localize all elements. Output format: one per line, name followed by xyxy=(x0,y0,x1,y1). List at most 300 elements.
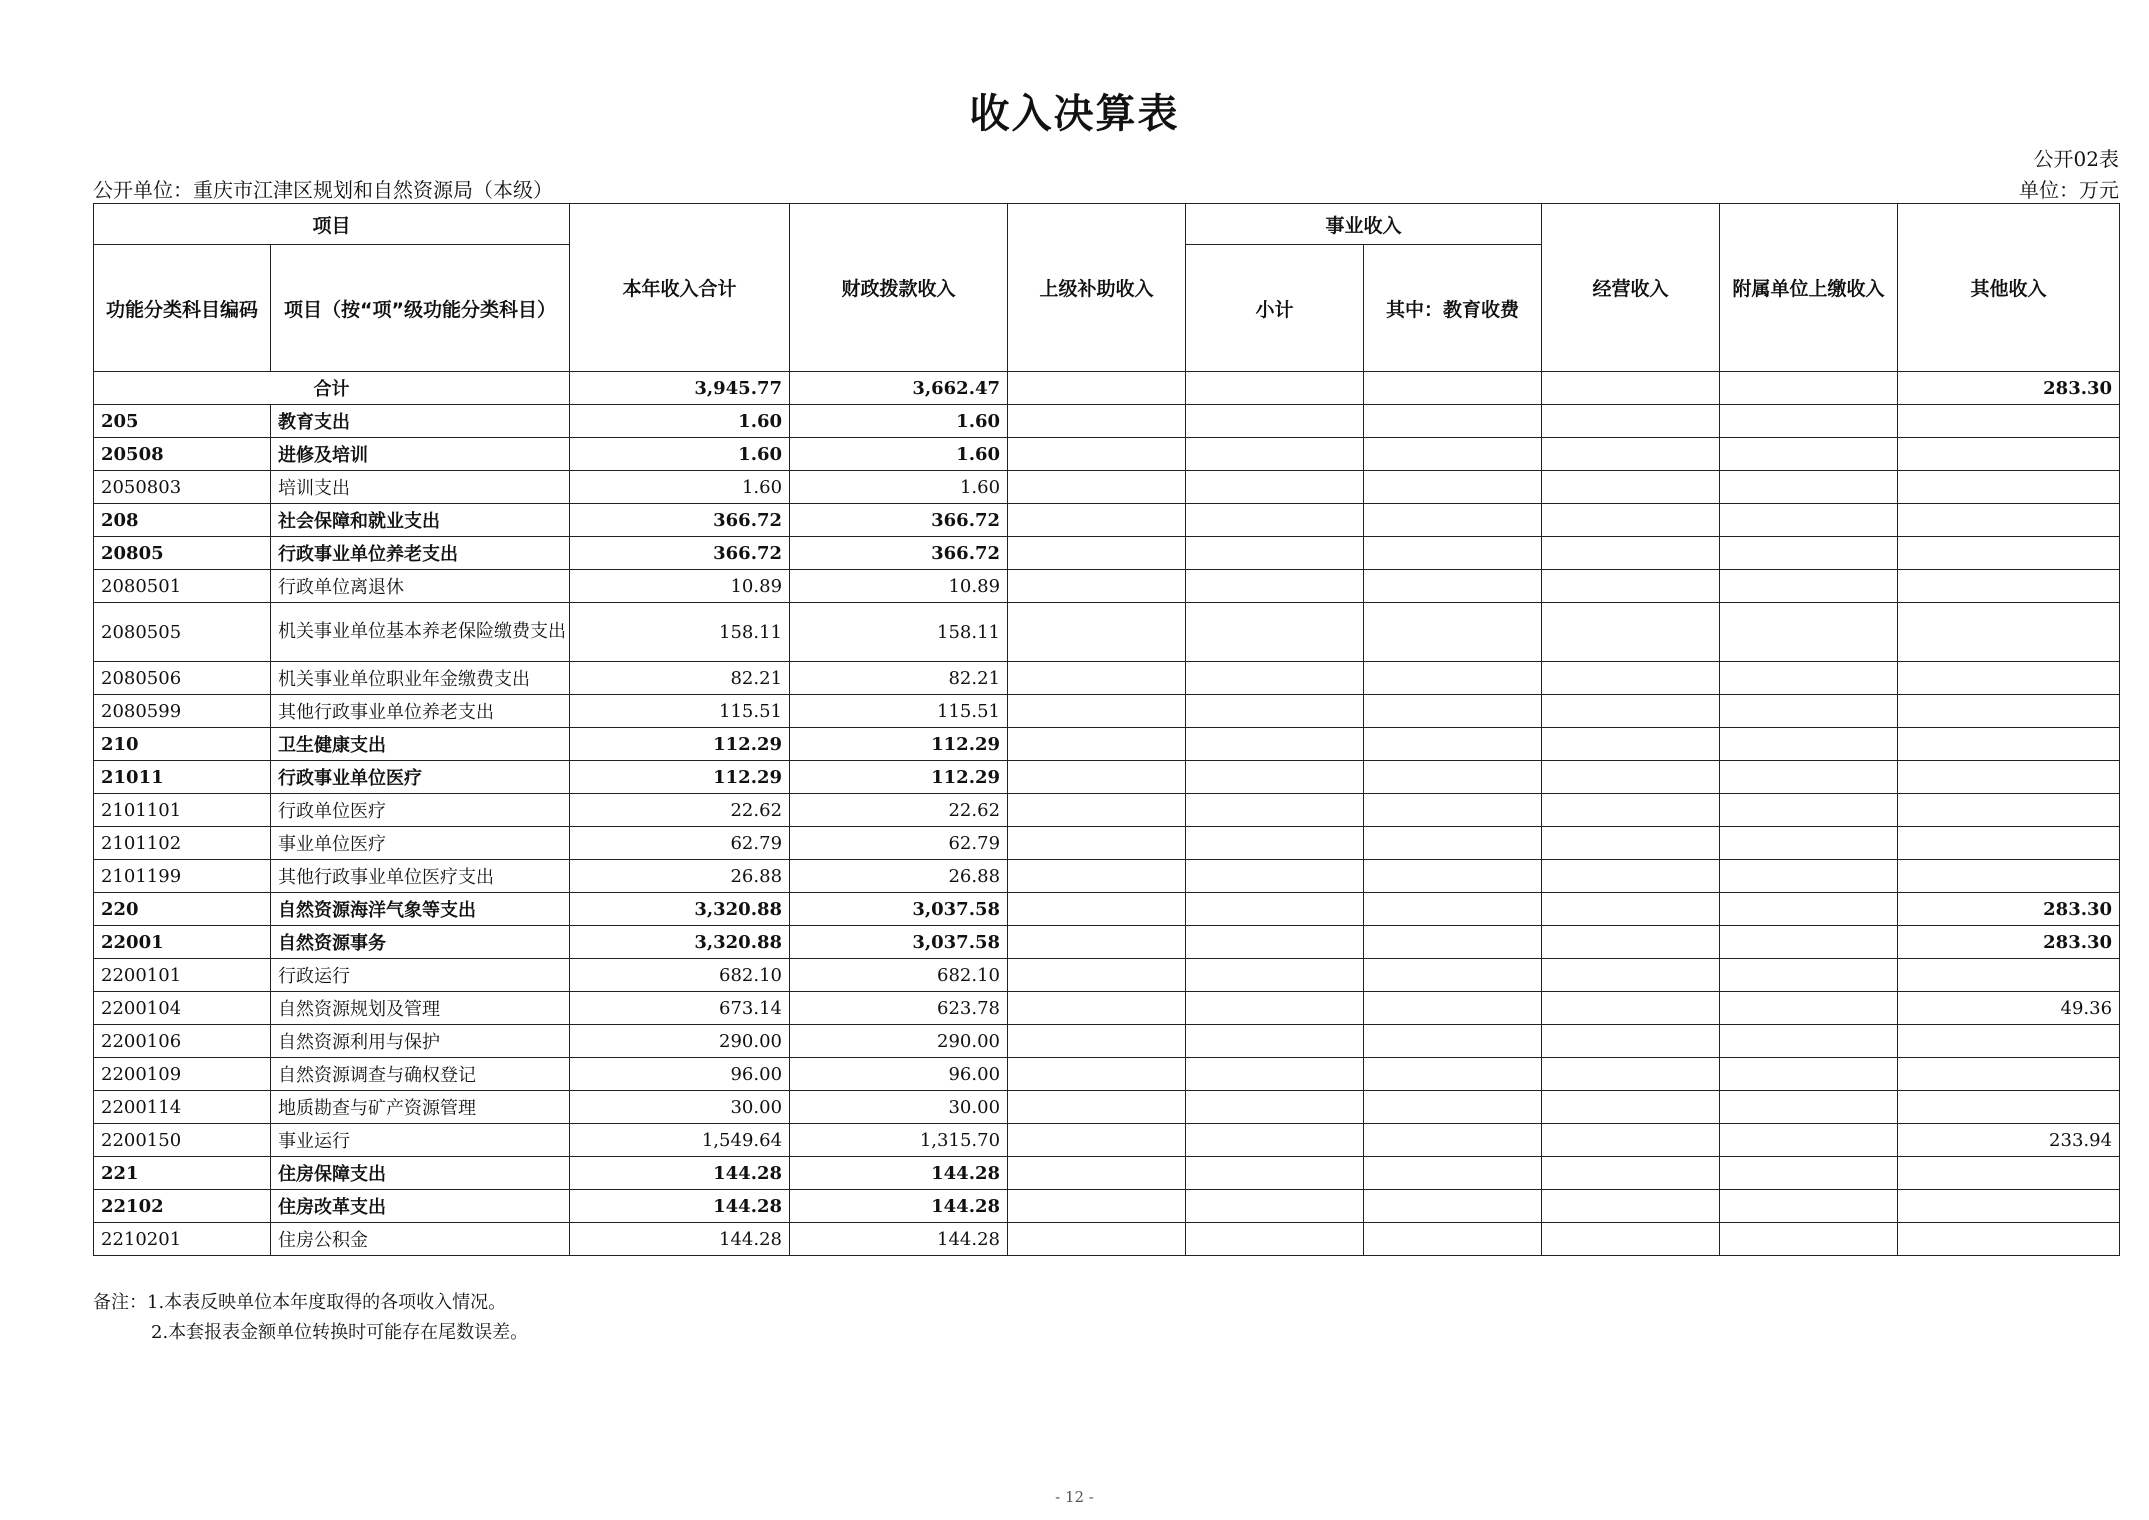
cell-subtotal xyxy=(1186,992,1364,1025)
cell-superior xyxy=(1008,438,1186,471)
cell-code: 210 xyxy=(94,728,271,761)
cell-other xyxy=(1898,504,2120,537)
cell-affiliated xyxy=(1720,662,1898,695)
cell-other xyxy=(1898,860,2120,893)
cell-total: 112.29 xyxy=(570,728,790,761)
cell-affiliated xyxy=(1720,728,1898,761)
table-row xyxy=(94,728,2120,761)
cell-total: 673.14 xyxy=(570,992,790,1025)
table-row xyxy=(94,662,2120,695)
cell-operating xyxy=(1542,1157,1720,1190)
cell-subtotal xyxy=(1186,570,1364,603)
cell-superior xyxy=(1008,794,1186,827)
cell-code: 2210201 xyxy=(94,1223,271,1256)
cell-edu xyxy=(1364,1157,1542,1190)
cell-code: 220 xyxy=(94,893,271,926)
cell-operating xyxy=(1542,471,1720,504)
cell-edu xyxy=(1364,1091,1542,1124)
cell-code: 2200150 xyxy=(94,1124,271,1157)
table-row xyxy=(94,1025,2120,1058)
cell-code: 21011 xyxy=(94,761,271,794)
cell-operating xyxy=(1542,570,1720,603)
cell-name: 行政事业单位医疗 xyxy=(271,761,570,794)
cell-name: 社会保障和就业支出 xyxy=(271,504,570,537)
cell-fiscal: 366.72 xyxy=(790,504,1008,537)
cell-affiliated xyxy=(1720,1124,1898,1157)
cell-total: 290.00 xyxy=(570,1025,790,1058)
cell-fiscal: 30.00 xyxy=(790,1091,1008,1124)
total-total: 3,945.77 xyxy=(570,372,790,405)
cell-superior xyxy=(1008,471,1186,504)
cell-other xyxy=(1898,405,2120,438)
cell-total: 112.29 xyxy=(570,761,790,794)
cell-edu xyxy=(1364,471,1542,504)
cell-superior xyxy=(1008,959,1186,992)
cell-other xyxy=(1898,662,2120,695)
table-row xyxy=(94,570,2120,603)
cell-code: 221 xyxy=(94,1157,271,1190)
cell-name: 其他行政事业单位医疗支出 xyxy=(271,860,570,893)
cell-affiliated xyxy=(1720,1190,1898,1223)
cell-other xyxy=(1898,537,2120,570)
cell-superior xyxy=(1008,827,1186,860)
cell-total: 366.72 xyxy=(570,504,790,537)
cell-code: 2080505 xyxy=(94,603,271,662)
cell-other xyxy=(1898,1058,2120,1091)
cell-superior xyxy=(1008,893,1186,926)
cell-subtotal xyxy=(1186,794,1364,827)
cell-superior xyxy=(1008,860,1186,893)
cell-code: 2080599 xyxy=(94,695,271,728)
table-row xyxy=(94,761,2120,794)
cell-superior xyxy=(1008,1223,1186,1256)
cell-fiscal: 112.29 xyxy=(790,761,1008,794)
cell-superior xyxy=(1008,992,1186,1025)
cell-edu xyxy=(1364,695,1542,728)
cell-edu xyxy=(1364,504,1542,537)
header-name: 项目（按“项”级功能分类科目） xyxy=(271,245,570,372)
cell-name: 行政运行 xyxy=(271,959,570,992)
cell-operating xyxy=(1542,603,1720,662)
cell-superior xyxy=(1008,537,1186,570)
cell-subtotal xyxy=(1186,471,1364,504)
cell-affiliated xyxy=(1720,893,1898,926)
cell-affiliated xyxy=(1720,1223,1898,1256)
cell-code: 2200106 xyxy=(94,1025,271,1058)
cell-superior xyxy=(1008,603,1186,662)
cell-edu xyxy=(1364,926,1542,959)
cell-edu xyxy=(1364,827,1542,860)
header-affiliated: 附属单位上缴收入 xyxy=(1720,204,1898,372)
cell-edu xyxy=(1364,405,1542,438)
cell-operating xyxy=(1542,794,1720,827)
total-label: 合计 xyxy=(94,372,570,405)
cell-edu xyxy=(1364,728,1542,761)
cell-total: 96.00 xyxy=(570,1058,790,1091)
cell-other xyxy=(1898,761,2120,794)
cell-operating xyxy=(1542,1124,1720,1157)
cell-operating xyxy=(1542,827,1720,860)
cell-other xyxy=(1898,570,2120,603)
cell-subtotal xyxy=(1186,504,1364,537)
cell-affiliated xyxy=(1720,992,1898,1025)
cell-other: 283.30 xyxy=(1898,893,2120,926)
cell-edu xyxy=(1364,662,1542,695)
cell-fiscal: 112.29 xyxy=(790,728,1008,761)
cell-superior xyxy=(1008,1124,1186,1157)
cell-superior xyxy=(1008,1157,1186,1190)
cell-name: 住房公积金 xyxy=(271,1223,570,1256)
cell-name: 行政单位医疗 xyxy=(271,794,570,827)
cell-code: 2080501 xyxy=(94,570,271,603)
cell-fiscal: 623.78 xyxy=(790,992,1008,1025)
cell-name: 自然资源调查与确权登记 xyxy=(271,1058,570,1091)
table-row xyxy=(94,992,2120,1025)
cell-subtotal xyxy=(1186,893,1364,926)
cell-superior xyxy=(1008,504,1186,537)
cell-name: 住房改革支出 xyxy=(271,1190,570,1223)
cell-subtotal xyxy=(1186,1157,1364,1190)
header-total: 本年收入合计 xyxy=(570,204,790,372)
cell-fiscal: 115.51 xyxy=(790,695,1008,728)
cell-name: 自然资源事务 xyxy=(271,926,570,959)
total-operating xyxy=(1542,372,1720,405)
cell-code: 2200104 xyxy=(94,992,271,1025)
cell-total: 366.72 xyxy=(570,537,790,570)
table-body xyxy=(94,372,2120,1256)
header-business-income: 事业收入 xyxy=(1186,204,1542,245)
cell-operating xyxy=(1542,1223,1720,1256)
cell-total: 22.62 xyxy=(570,794,790,827)
cell-operating xyxy=(1542,860,1720,893)
cell-other xyxy=(1898,603,2120,662)
cell-affiliated xyxy=(1720,860,1898,893)
header-fiscal: 财政拨款收入 xyxy=(790,204,1008,372)
table-row xyxy=(94,405,2120,438)
cell-edu xyxy=(1364,603,1542,662)
cell-other xyxy=(1898,471,2120,504)
cell-edu xyxy=(1364,1223,1542,1256)
cell-fiscal: 1,315.70 xyxy=(790,1124,1008,1157)
cell-subtotal xyxy=(1186,728,1364,761)
cell-superior xyxy=(1008,1025,1186,1058)
cell-fiscal: 26.88 xyxy=(790,860,1008,893)
cell-name: 卫生健康支出 xyxy=(271,728,570,761)
cell-other: 49.36 xyxy=(1898,992,2120,1025)
header-operating: 经营收入 xyxy=(1542,204,1720,372)
cell-fiscal: 62.79 xyxy=(790,827,1008,860)
cell-subtotal xyxy=(1186,959,1364,992)
cell-total: 144.28 xyxy=(570,1190,790,1223)
cell-operating xyxy=(1542,438,1720,471)
cell-subtotal xyxy=(1186,1124,1364,1157)
cell-edu xyxy=(1364,537,1542,570)
cell-fiscal: 22.62 xyxy=(790,794,1008,827)
total-affiliated xyxy=(1720,372,1898,405)
table-row xyxy=(94,827,2120,860)
income-table xyxy=(93,203,2120,1256)
cell-other xyxy=(1898,1091,2120,1124)
table-row xyxy=(94,438,2120,471)
table-row xyxy=(94,1058,2120,1091)
cell-name: 培训支出 xyxy=(271,471,570,504)
total-edu xyxy=(1364,372,1542,405)
cell-affiliated xyxy=(1720,405,1898,438)
cell-other xyxy=(1898,1190,2120,1223)
cell-superior xyxy=(1008,761,1186,794)
cell-operating xyxy=(1542,1025,1720,1058)
cell-superior xyxy=(1008,695,1186,728)
header-subtotal: 小计 xyxy=(1186,245,1364,372)
cell-total: 144.28 xyxy=(570,1157,790,1190)
cell-code: 22001 xyxy=(94,926,271,959)
cell-superior xyxy=(1008,926,1186,959)
cell-total: 3,320.88 xyxy=(570,926,790,959)
cell-name: 事业运行 xyxy=(271,1124,570,1157)
cell-subtotal xyxy=(1186,537,1364,570)
header-superior: 上级补助收入 xyxy=(1008,204,1186,372)
cell-affiliated xyxy=(1720,1091,1898,1124)
cell-fiscal: 10.89 xyxy=(790,570,1008,603)
cell-total: 115.51 xyxy=(570,695,790,728)
cell-affiliated xyxy=(1720,570,1898,603)
cell-name: 自然资源规划及管理 xyxy=(271,992,570,1025)
table-row xyxy=(94,1091,2120,1124)
cell-name: 住房保障支出 xyxy=(271,1157,570,1190)
note-1: 备注：1.本表反映单位本年度取得的各项收入情况。 xyxy=(93,1292,507,1313)
cell-other xyxy=(1898,695,2120,728)
unit-name: 公开单位：重庆市江津区规划和自然资源局（本级） xyxy=(93,178,553,202)
cell-operating xyxy=(1542,761,1720,794)
total-subtotal xyxy=(1186,372,1364,405)
total-other: 283.30 xyxy=(1898,372,2120,405)
cell-code: 2080506 xyxy=(94,662,271,695)
cell-affiliated xyxy=(1720,603,1898,662)
table-row xyxy=(94,860,2120,893)
notes xyxy=(93,1288,528,1348)
cell-subtotal xyxy=(1186,1025,1364,1058)
cell-affiliated xyxy=(1720,794,1898,827)
cell-code: 20805 xyxy=(94,537,271,570)
cell-subtotal xyxy=(1186,603,1364,662)
currency-unit: 单位：万元 xyxy=(2019,178,2119,202)
table-row xyxy=(94,959,2120,992)
cell-superior xyxy=(1008,405,1186,438)
cell-other xyxy=(1898,959,2120,992)
cell-affiliated xyxy=(1720,504,1898,537)
cell-superior xyxy=(1008,1190,1186,1223)
cell-operating xyxy=(1542,405,1720,438)
cell-name: 行政单位离退休 xyxy=(271,570,570,603)
cell-edu xyxy=(1364,761,1542,794)
cell-other: 283.30 xyxy=(1898,926,2120,959)
cell-name: 自然资源利用与保护 xyxy=(271,1025,570,1058)
cell-total: 82.21 xyxy=(570,662,790,695)
cell-operating xyxy=(1542,728,1720,761)
cell-subtotal xyxy=(1186,860,1364,893)
cell-fiscal: 1.60 xyxy=(790,405,1008,438)
cell-code: 2200109 xyxy=(94,1058,271,1091)
cell-operating xyxy=(1542,926,1720,959)
cell-affiliated xyxy=(1720,1058,1898,1091)
cell-fiscal: 82.21 xyxy=(790,662,1008,695)
cell-subtotal xyxy=(1186,695,1364,728)
cell-fiscal: 144.28 xyxy=(790,1157,1008,1190)
cell-fiscal: 96.00 xyxy=(790,1058,1008,1091)
cell-name: 行政事业单位养老支出 xyxy=(271,537,570,570)
table-row xyxy=(94,1157,2120,1190)
cell-fiscal: 3,037.58 xyxy=(790,926,1008,959)
cell-operating xyxy=(1542,537,1720,570)
page-number: - 12 - xyxy=(1055,1488,1094,1506)
cell-total: 144.28 xyxy=(570,1223,790,1256)
cell-other xyxy=(1898,1223,2120,1256)
cell-name: 机关事业单位职业年金缴费支出 xyxy=(271,662,570,695)
cell-subtotal xyxy=(1186,438,1364,471)
cell-other xyxy=(1898,794,2120,827)
cell-edu xyxy=(1364,1058,1542,1091)
cell-superior xyxy=(1008,662,1186,695)
cell-operating xyxy=(1542,1091,1720,1124)
cell-fiscal: 682.10 xyxy=(790,959,1008,992)
cell-edu xyxy=(1364,794,1542,827)
cell-edu xyxy=(1364,570,1542,603)
cell-edu xyxy=(1364,959,1542,992)
cell-operating xyxy=(1542,959,1720,992)
header-other: 其他收入 xyxy=(1898,204,2120,372)
cell-affiliated xyxy=(1720,1025,1898,1058)
table-row xyxy=(94,603,2120,662)
cell-superior xyxy=(1008,728,1186,761)
cell-name: 其他行政事业单位养老支出 xyxy=(271,695,570,728)
cell-operating xyxy=(1542,893,1720,926)
form-number: 公开02表 xyxy=(2033,147,2119,171)
cell-fiscal: 1.60 xyxy=(790,471,1008,504)
cell-edu xyxy=(1364,1190,1542,1223)
cell-fiscal: 290.00 xyxy=(790,1025,1008,1058)
cell-other xyxy=(1898,827,2120,860)
cell-other: 233.94 xyxy=(1898,1124,2120,1157)
cell-total: 26.88 xyxy=(570,860,790,893)
table-row xyxy=(94,471,2120,504)
cell-name: 地质勘查与矿产资源管理 xyxy=(271,1091,570,1124)
cell-other xyxy=(1898,1025,2120,1058)
cell-fiscal: 3,037.58 xyxy=(790,893,1008,926)
cell-code: 22102 xyxy=(94,1190,271,1223)
cell-code: 20508 xyxy=(94,438,271,471)
table-row xyxy=(94,893,2120,926)
cell-other xyxy=(1898,728,2120,761)
total-row xyxy=(94,372,2120,405)
header-item: 项目 xyxy=(94,204,570,245)
cell-total: 30.00 xyxy=(570,1091,790,1124)
cell-fiscal: 1.60 xyxy=(790,438,1008,471)
cell-name: 事业单位医疗 xyxy=(271,827,570,860)
cell-code: 2200114 xyxy=(94,1091,271,1124)
cell-subtotal xyxy=(1186,1190,1364,1223)
cell-affiliated xyxy=(1720,471,1898,504)
table-row xyxy=(94,926,2120,959)
cell-total: 1,549.64 xyxy=(570,1124,790,1157)
cell-operating xyxy=(1542,504,1720,537)
cell-name: 教育支出 xyxy=(271,405,570,438)
cell-edu xyxy=(1364,438,1542,471)
cell-subtotal xyxy=(1186,1223,1364,1256)
cell-code: 208 xyxy=(94,504,271,537)
cell-affiliated xyxy=(1720,827,1898,860)
cell-code: 205 xyxy=(94,405,271,438)
table-row xyxy=(94,504,2120,537)
note-2: 2.本套报表金额单位转换时可能存在尾数误差。 xyxy=(151,1322,529,1343)
cell-affiliated xyxy=(1720,926,1898,959)
cell-fiscal: 144.28 xyxy=(790,1190,1008,1223)
cell-superior xyxy=(1008,1091,1186,1124)
cell-other xyxy=(1898,1157,2120,1190)
table-row xyxy=(94,537,2120,570)
cell-subtotal xyxy=(1186,827,1364,860)
cell-subtotal xyxy=(1186,662,1364,695)
cell-name: 自然资源海洋气象等支出 xyxy=(271,893,570,926)
table-row xyxy=(94,695,2120,728)
header-edu-fee: 其中：教育收费 xyxy=(1364,245,1542,372)
cell-name: 机关事业单位基本养老保险缴费支出 xyxy=(271,603,570,662)
cell-operating xyxy=(1542,695,1720,728)
cell-code: 2050803 xyxy=(94,471,271,504)
cell-code: 2200101 xyxy=(94,959,271,992)
table-row xyxy=(94,1190,2120,1223)
table-row xyxy=(94,794,2120,827)
cell-edu xyxy=(1364,992,1542,1025)
cell-affiliated xyxy=(1720,761,1898,794)
header-code: 功能分类科目编码 xyxy=(94,245,271,372)
cell-total: 682.10 xyxy=(570,959,790,992)
cell-code: 2101199 xyxy=(94,860,271,893)
cell-subtotal xyxy=(1186,1058,1364,1091)
cell-total: 158.11 xyxy=(570,603,790,662)
cell-subtotal xyxy=(1186,1091,1364,1124)
cell-edu xyxy=(1364,893,1542,926)
cell-edu xyxy=(1364,860,1542,893)
cell-affiliated xyxy=(1720,695,1898,728)
cell-code: 2101102 xyxy=(94,827,271,860)
table-row xyxy=(94,1223,2120,1256)
cell-edu xyxy=(1364,1124,1542,1157)
cell-total: 62.79 xyxy=(570,827,790,860)
cell-operating xyxy=(1542,662,1720,695)
cell-affiliated xyxy=(1720,537,1898,570)
cell-affiliated xyxy=(1720,1157,1898,1190)
page-title: 收入决算表 xyxy=(969,91,1180,137)
cell-superior xyxy=(1008,570,1186,603)
table-row xyxy=(94,1124,2120,1157)
cell-subtotal xyxy=(1186,761,1364,794)
cell-fiscal: 158.11 xyxy=(790,603,1008,662)
cell-subtotal xyxy=(1186,926,1364,959)
total-fiscal: 3,662.47 xyxy=(790,372,1008,405)
cell-operating xyxy=(1542,1058,1720,1091)
cell-code: 2101101 xyxy=(94,794,271,827)
cell-total: 1.60 xyxy=(570,405,790,438)
cell-total: 1.60 xyxy=(570,438,790,471)
cell-total: 1.60 xyxy=(570,471,790,504)
cell-fiscal: 366.72 xyxy=(790,537,1008,570)
cell-name: 进修及培训 xyxy=(271,438,570,471)
cell-affiliated xyxy=(1720,438,1898,471)
cell-subtotal xyxy=(1186,405,1364,438)
cell-affiliated xyxy=(1720,959,1898,992)
cell-operating xyxy=(1542,992,1720,1025)
cell-other xyxy=(1898,438,2120,471)
